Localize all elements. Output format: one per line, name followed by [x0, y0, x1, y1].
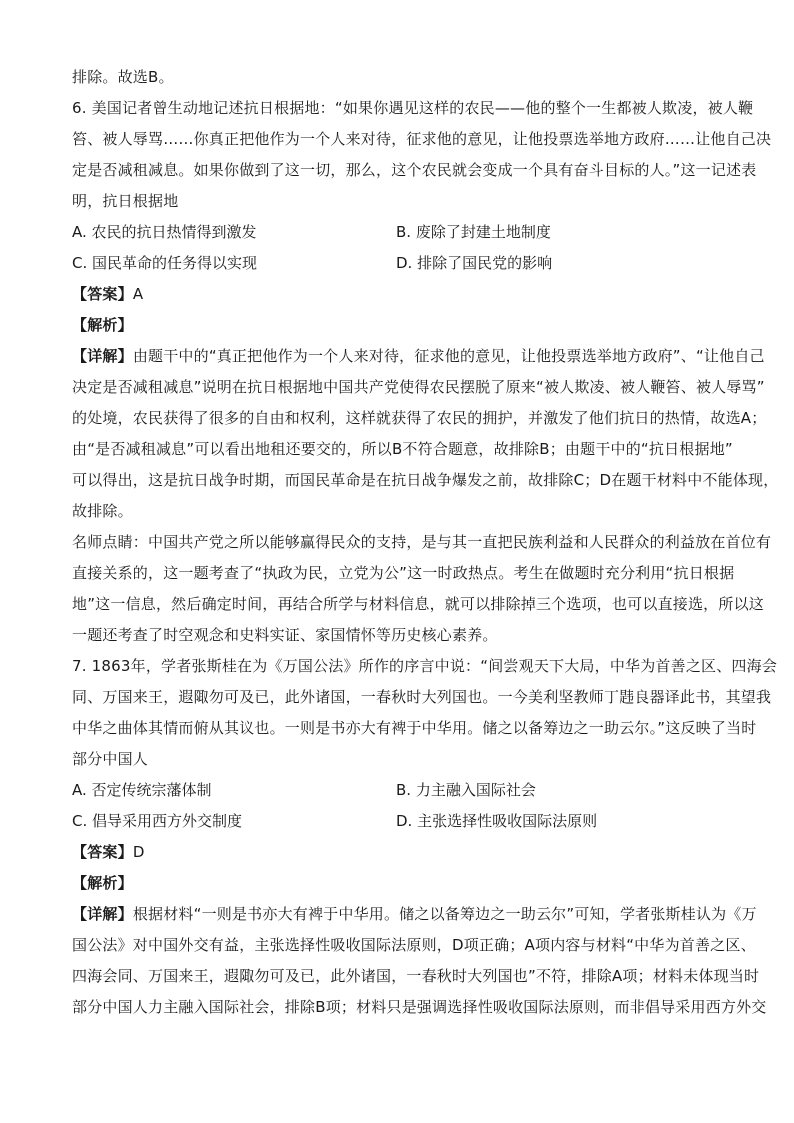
option-d: D. 排除了国民党的影响 — [396, 254, 553, 272]
options-row — [72, 248, 728, 279]
tips-line: 地”这一信息，然后确定时间，再结合所学与材料信息，就可以排除掉三个选项，也可以直接选，所以这 — [72, 595, 764, 613]
question-stem-line: 部分中国人 — [72, 750, 149, 768]
document-page — [72, 62, 779, 1023]
question-stem-line: 定是否减租减息。如果你做到了这一切，那么，这个农民就会变成一个具有奋斗目标的人。”这一记述表 — [72, 161, 757, 179]
question-stem-line: 明，抗日根据地 — [72, 192, 179, 210]
option-b: B. 废除了封建土地制度 — [396, 223, 551, 241]
tips-line: 一题还考查了时空观念和史料实证、家国情怀等历史核心素养。 — [72, 626, 498, 644]
option-b: B. 力主融入国际社会 — [396, 781, 536, 799]
question-stem-line: 7. 1863年，学者张斯桂在为《万国公法》所作的序言中说：“间尝观天下大局，中华为首善之区、四海会 — [72, 657, 778, 675]
question-stem-line: 6. 美国记者曾生动地记述抗日根据地：“如果你遇见这样的农民——他的整个一生都被人欺凌，被人鞭 — [72, 99, 754, 117]
question-7 — [72, 651, 778, 1023]
detail-line: 部分中国人力主融入国际社会，排除B项；材料只是强调选择性吸收国际法原则，而非倡导采用西方外交 — [72, 998, 767, 1016]
detail-text: 由题干中的“真正把他作为一个人来对待，征求他的意见，让他投票选举地方政府”、“让他自己 — [132, 347, 765, 365]
options-row — [72, 775, 728, 806]
option-d: D. 主张选择性吸收国际法原则 — [396, 812, 598, 830]
answer-value: A — [132, 285, 144, 303]
detail-line: 四海会同、万国来王，遐陬勿可及已，此外诸国，一春秋时大列国也”不符，排除A项；材料未体现当时 — [72, 967, 760, 985]
analysis-heading — [72, 310, 728, 341]
question-6 — [72, 93, 779, 651]
analysis-heading — [72, 868, 728, 899]
answer-label: 【答案】 — [72, 285, 133, 303]
answer-label: 【答案】 — [72, 843, 133, 861]
detail-line: 国公法》对中国外交有益，主张选择性吸收国际法原则，D项正确；A项内容与材料“中华为首善之区、 — [72, 936, 756, 954]
tips-line: 直接关系的，这一题考查了“执政为民，立党为公”这一时政热点。考生在做题时充分利用“抗日根据 — [72, 564, 735, 582]
question-stem-line: 中华之曲体其情而俯从其议也。一则是书亦大有裨于中华用。储之以备筹边之一助云尔。”这反映了当时 — [72, 719, 757, 737]
detail-line: 的处境，农民获得了很多的自由和权利，这样就获得了农民的拥护，并激发了他们抗日的热情，故选A； — [72, 409, 767, 427]
options-row — [72, 217, 728, 248]
detail-line: 由“是否减租减息”可以看出地租还要交的，所以B不符合题意，故排除B；由题干中的“抗日根据地” — [72, 440, 733, 458]
question-stem-line: 同、万国来王，遐陬勿可及已，此外诸国，一春秋时大列国也。一今美利坚教师丁韪良器译此书，其望我 — [72, 688, 772, 706]
detail-label: 【详解】 — [72, 905, 133, 923]
detail-line — [72, 899, 757, 930]
detail-line: 故排除。 — [72, 502, 133, 520]
option-c: C. 国民革命的任务得以实现 — [72, 254, 258, 272]
detail-text: 根据材料“一则是书亦大有裨于中华用。储之以备筹边之一助云尔”可知，学者张斯桂认为《万 — [132, 905, 757, 923]
analysis-label: 【解析】 — [72, 316, 133, 334]
tips-line: 名师点睛：中国共产党之所以能够赢得民众的支持，是与其一直把民族利益和人民群众的利益放在首位有 — [72, 533, 772, 551]
answer-value: D — [132, 843, 145, 861]
text-line: 排除。故选B。 — [72, 68, 174, 86]
analysis-label: 【解析】 — [72, 874, 133, 892]
option-c: C. 倡导采用西方外交制度 — [72, 812, 243, 830]
answer-line — [72, 837, 728, 868]
detail-label: 【详解】 — [72, 347, 133, 365]
detail-line: 可以得出，这是抗日战争时期，而国民革命是在抗日战争爆发之前，故排除C；D在题干材料中不能体现， — [72, 471, 779, 489]
detail-line: 决定是否减租减息”说明在抗日根据地中国共产党使得农民摆脱了原来“被人欺凌、被人鞭笞、被人辱骂” — [72, 378, 765, 396]
detail-line — [72, 341, 765, 372]
option-a: A. 否定传统宗藩体制 — [72, 781, 212, 799]
answer-line — [72, 279, 728, 310]
options-row — [72, 806, 728, 837]
option-a: A. 农民的抗日热情得到激发 — [72, 223, 257, 241]
question-stem-line: 笞、被人辱骂……你真正把他作为一个人来对待，征求他的意见，让他投票选举地方政府……让他自己决 — [72, 130, 772, 148]
